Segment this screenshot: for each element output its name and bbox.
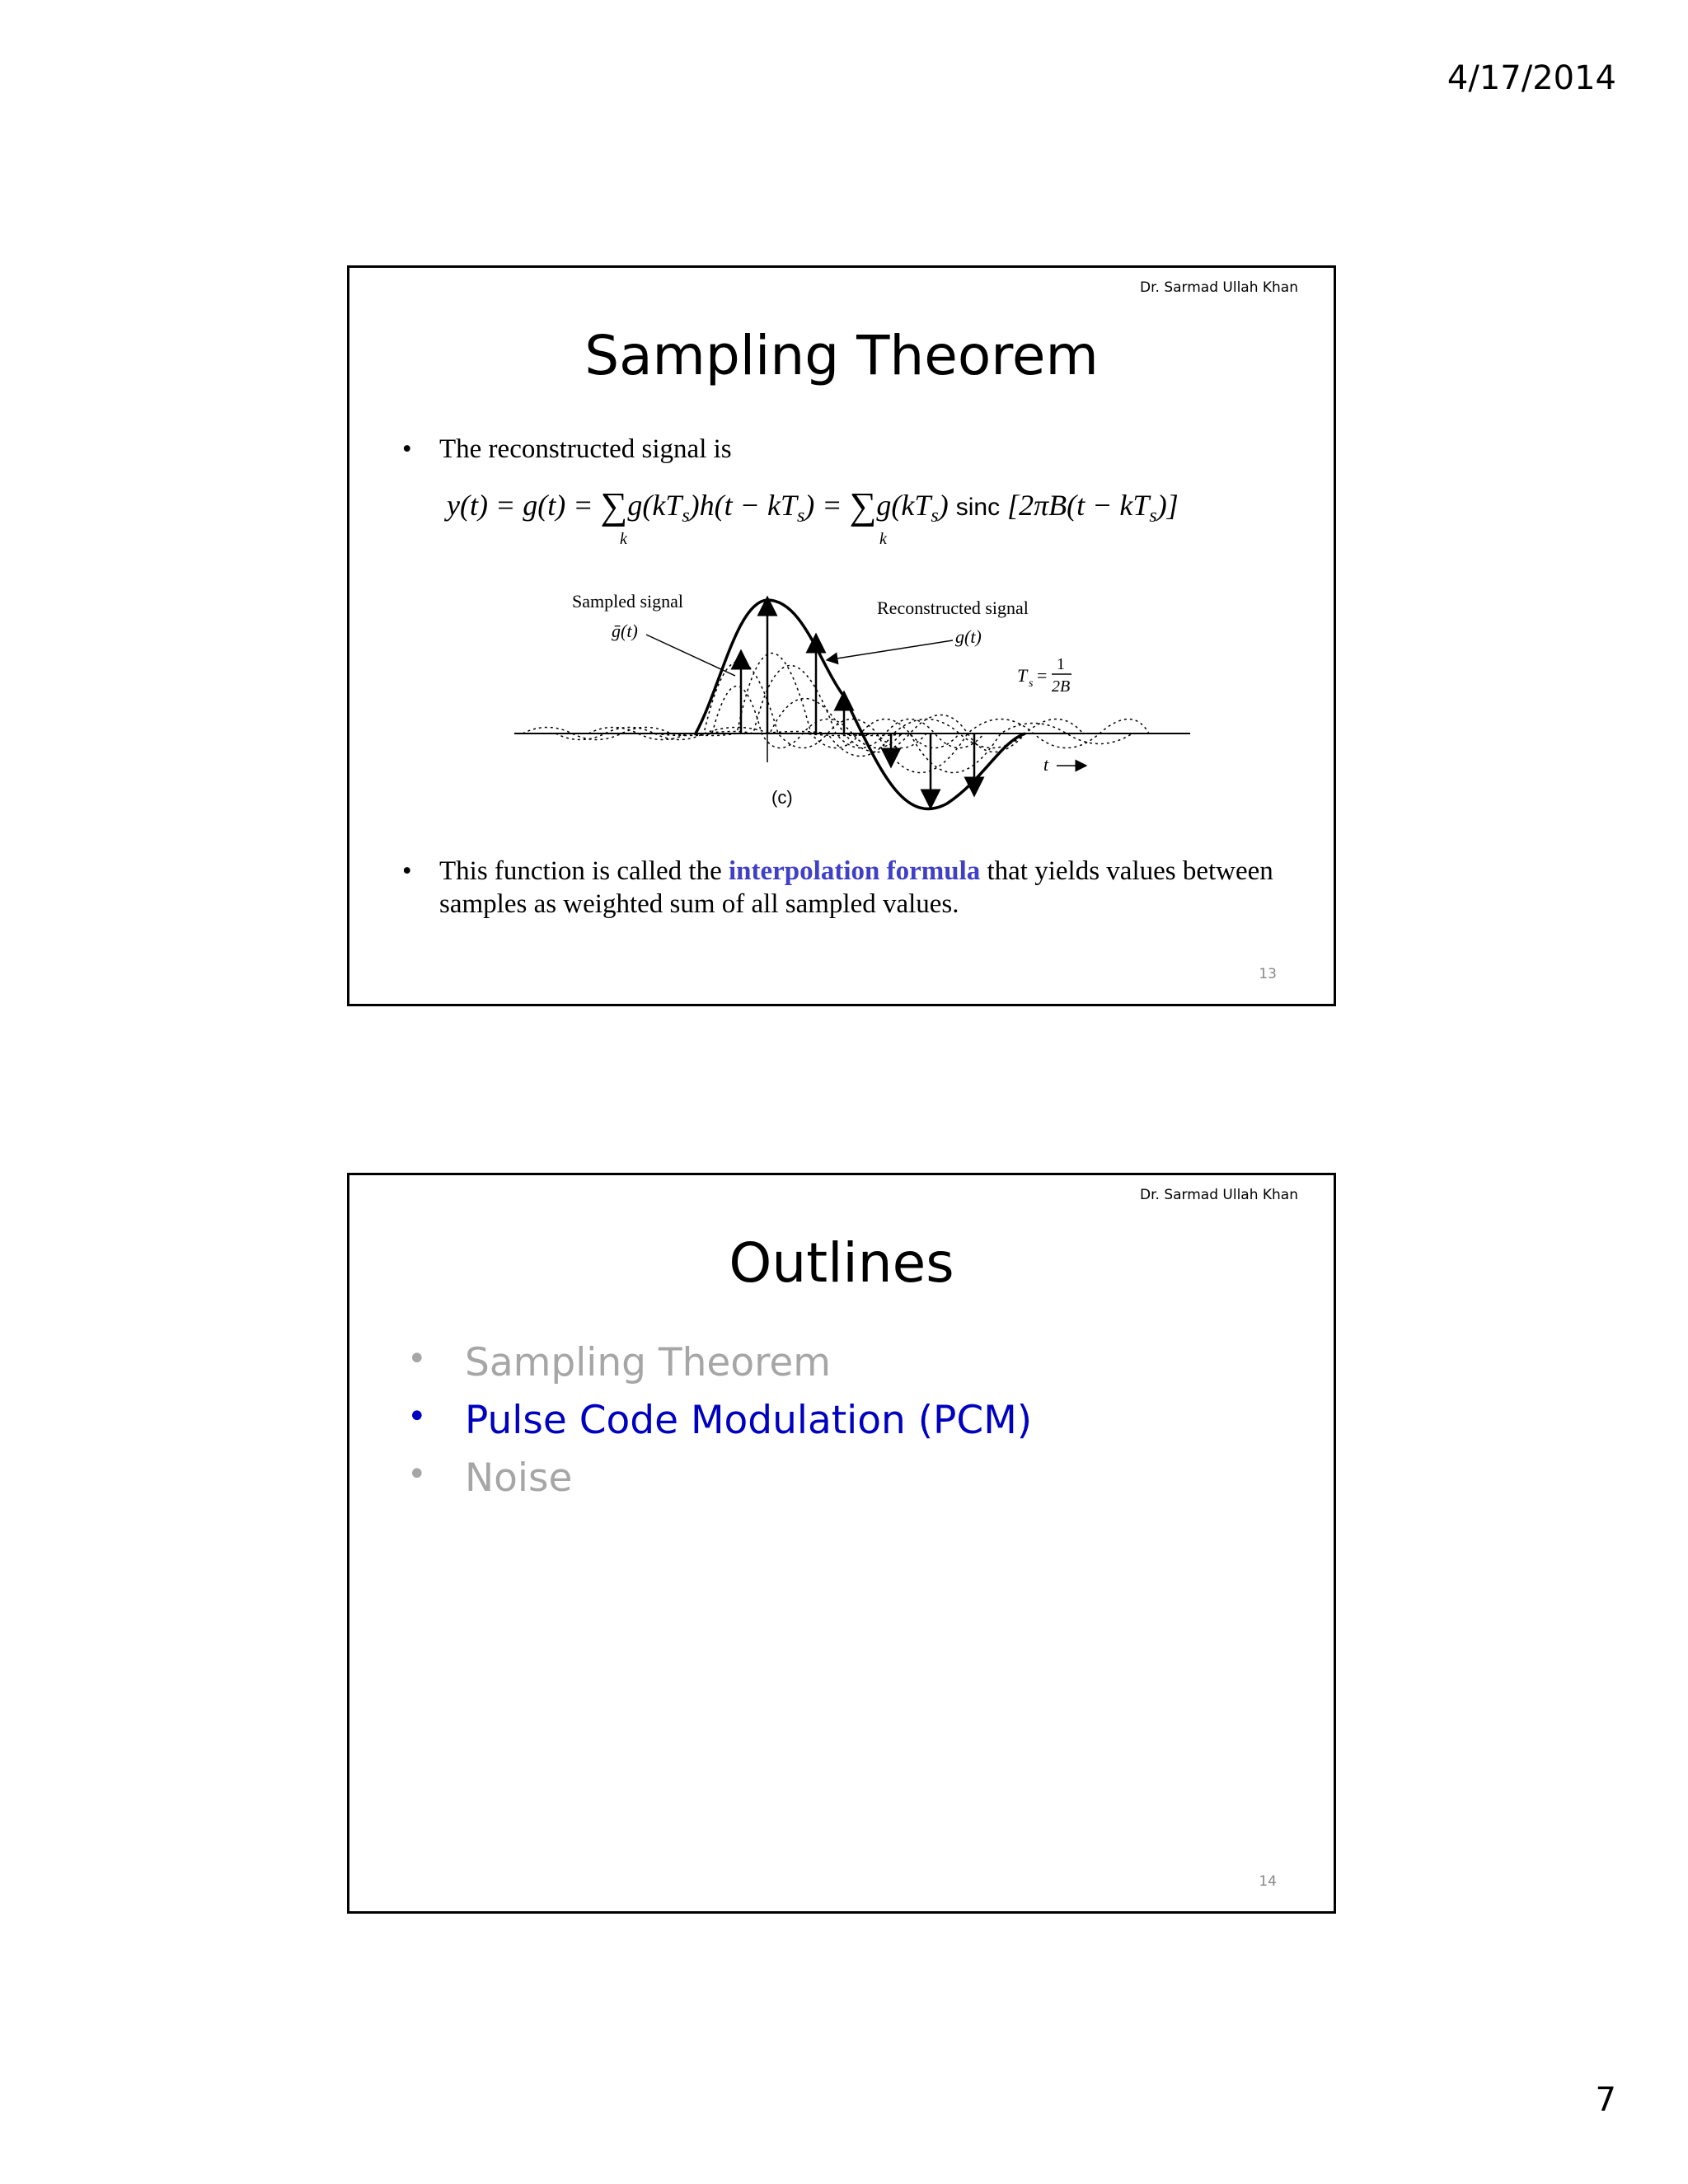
page-date: 4/17/2014: [1447, 59, 1616, 97]
reconstructed-signal-label: Reconstructed signal: [877, 598, 1029, 618]
ts-denominator: 2B: [1052, 677, 1071, 696]
sinc-pulse: [803, 719, 1149, 773]
formula-subscript: s: [931, 505, 939, 527]
sampling-figure: [490, 565, 1198, 812]
panel-label: (c): [771, 787, 793, 808]
outline-label: Noise: [465, 1455, 573, 1501]
slide-title: Sampling Theorem: [584, 324, 1099, 387]
bullet-icon: •: [407, 1455, 427, 1493]
formula-part: y(t) = g(t) =: [447, 489, 601, 522]
bullet-icon: •: [402, 434, 412, 464]
summation-symbol: ∑: [849, 485, 877, 527]
bullet-text: The reconstructed signal is: [439, 434, 732, 464]
bullet-text-pre: This function is called the: [439, 856, 729, 886]
t-axis-label: t: [1043, 754, 1049, 775]
formula-part: g(kT: [876, 489, 931, 522]
bullet-icon: •: [402, 856, 412, 886]
formula-subscript: s: [682, 505, 690, 527]
formula-part: )]: [1156, 489, 1179, 522]
ts-equals: =: [1037, 665, 1048, 686]
slide-sampling-theorem: [347, 265, 1336, 1006]
ts-numerator: 1: [1057, 655, 1065, 673]
sampled-signal-label: Sampled signal: [572, 591, 684, 612]
bullet-icon: •: [407, 1398, 427, 1436]
slide-number: 14: [1259, 1873, 1277, 1890]
formula-sinc: sinc: [955, 494, 1001, 521]
sampled-pointer: [646, 635, 735, 676]
bullet-highlight: interpolation formula: [729, 856, 981, 886]
reconstruction-formula: [447, 484, 1179, 548]
reconstructed-pointer: [832, 640, 953, 659]
formula-part: ) =: [804, 489, 850, 522]
sum-index: k: [879, 530, 887, 548]
bullet-reconstructed: [402, 433, 1301, 466]
ts-subscript: s: [1029, 677, 1034, 690]
formula-subscript: s: [796, 505, 805, 527]
slide-title: Outlines: [729, 1231, 954, 1295]
reconstructed-signal-symbol: g(t): [955, 626, 982, 647]
page-number: 7: [1595, 2081, 1616, 2119]
slide-outlines: [347, 1173, 1336, 1914]
bullet-icon: •: [407, 1340, 427, 1378]
formula-part: g(kT: [627, 489, 682, 522]
slide-number: 13: [1259, 966, 1277, 982]
formula-subscript: s: [1149, 505, 1157, 527]
bullet-text: [439, 855, 1301, 921]
formula-part: ): [938, 489, 956, 522]
slide-author: Dr. Sarmad Ullah Khan: [1140, 279, 1298, 296]
outline-label: Sampling Theorem: [465, 1340, 832, 1385]
sum-index: k: [620, 530, 627, 548]
slide-author: Dr. Sarmad Ullah Khan: [1140, 1187, 1298, 1203]
ts-symbol: T: [1017, 665, 1028, 686]
bullet-text-post: that yields values between samples as weighted sum of all sampled values.: [439, 856, 1273, 919]
sampled-signal-symbol: ḡ(t): [612, 621, 638, 641]
formula-part: )h(t − kT: [689, 489, 797, 522]
bullet-interpolation: [402, 855, 1301, 921]
summation-symbol: ∑: [600, 485, 628, 527]
outline-label: Pulse Code Modulation (PCM): [465, 1398, 1033, 1443]
formula-part: [2πB(t − kT: [1000, 489, 1150, 522]
